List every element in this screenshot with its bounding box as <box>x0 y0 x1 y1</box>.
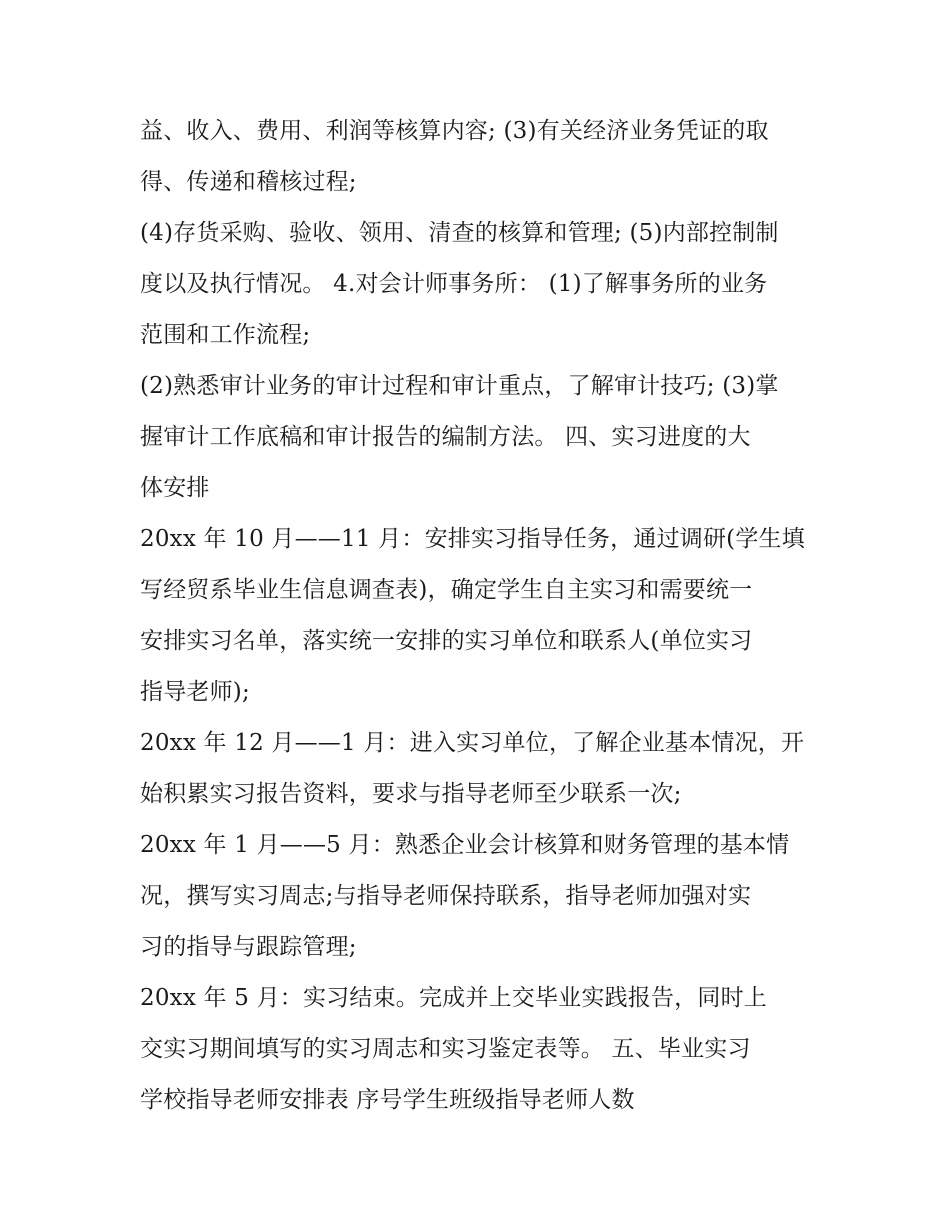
text-line-11: 安排实习名单，落实统一安排的实习单位和联系人(单位实习 <box>140 628 753 654</box>
text-line-2: 得、传递和稽核过程; <box>140 169 357 195</box>
text-line-10: 写经贸系毕业生信息调查表)，确定学生自主实习和需要统一 <box>140 577 753 603</box>
text-line-19: 交实习期间填写的实习周志和实习鉴定表等。 五、毕业实习 <box>140 1036 751 1062</box>
text-line-16: 况，撰写实习周志;与指导老师保持联系，指导老师加强对实 <box>140 883 752 909</box>
text-line-4: 度以及执行情况。 4.对会计师事务所： (1)了解事务所的业务 <box>140 271 768 297</box>
text-line-15: 20xx 年 1 月——5 月：熟悉企业会计核算和财务管理的基本情 <box>140 832 790 858</box>
text-line-18: 20xx 年 5 月：实习结束。完成并上交毕业实践报告，同时上 <box>140 985 767 1011</box>
text-line-14: 始积累实习报告资料，要求与指导老师至少联系一次; <box>140 781 682 807</box>
text-line-20: 学校指导老师安排表 序号学生班级指导老师人数 <box>140 1087 635 1113</box>
text-line-17: 习的指导与跟踪管理; <box>140 934 357 960</box>
text-line-12: 指导老师); <box>140 679 250 705</box>
text-line-13: 20xx 年 12 月——1 月：进入实习单位，了解企业基本情况，开 <box>140 730 805 756</box>
document-body <box>140 106 820 1126</box>
text-line-7: 握审计工作底稿和审计报告的编制方法。 四、实习进度的大 <box>140 424 751 450</box>
text-line-3: (4)存货采购、验收、领用、清查的核算和管理; (5)内部控制制 <box>140 220 779 246</box>
text-line-6: (2)熟悉审计业务的审计过程和审计重点，了解审计技巧; (3)掌 <box>140 373 779 399</box>
text-line-1: 益、收入、费用、利润等核算内容; (3)有关经济业务凭证的取 <box>140 118 769 144</box>
text-line-9: 20xx 年 10 月——11 月：安排实习指导任务，通过调研(学生填 <box>140 526 805 552</box>
text-line-5: 范围和工作流程; <box>140 322 311 348</box>
text-line-8: 体安排 <box>140 475 210 501</box>
